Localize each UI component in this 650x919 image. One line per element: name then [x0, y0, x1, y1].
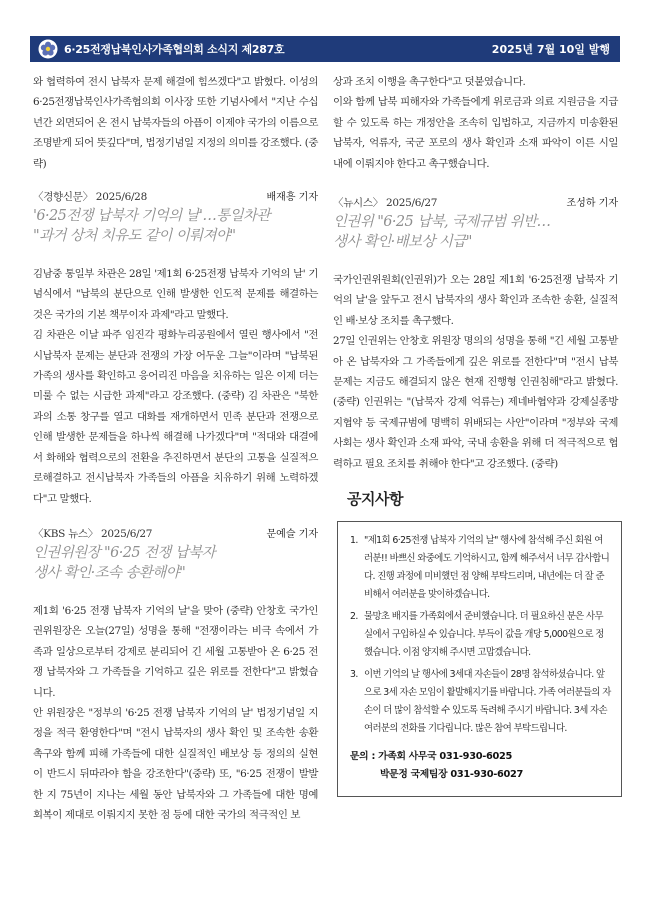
article-meta — [333, 194, 618, 210]
article-paragraph: 안 위원장은 "정부의 '6·25 전쟁 납북자 기억의 날' 법정기념일 지정을 적극 환영한다"며 "전시 납북자의 생사 확인 및 조속한 송환 촉구와 함께 피해 가족들에 대한 실질적인 배보상 등 정의의 실현이 반드시 뒤따라야 함을 강조한다"(중략) 또, "6·25 전쟁이 발발한 지 75년이 지나는 세월 동안 납북자와 그 가족들에 대한 명예 회복이 제대로 이뤄지지 못한 점 등에 대한 국가의 적극적인 보 — [33, 706, 318, 821]
continued-paragraph: 상과 조치 이행을 촉구한다"고 덧붙였습니다. — [333, 76, 526, 88]
newsletter-header — [30, 36, 620, 62]
contact-office: 문의 : 가족회 사무국 031-930-6025 — [350, 751, 513, 763]
article-source: 〈뉴시스〉 2025/6/27 — [333, 197, 438, 210]
article-headline: '6·25전쟁 납북자 기억의 날'…통일차관 "과거 상처 치유도 같이 이뤄져야" — [33, 208, 270, 245]
flower-emblem-icon — [38, 39, 58, 59]
notice-item: 3. 이번 기억의 날 행사에 3세대 자손들이 28명 참석하셨습니다. 앞으로 3세 자손 모임이 활발해지기를 바랍니다. 가족 여러분들의 자손이 더 많이 참석할 수 있도록 독려해 주시기 바랍니다. 3세 자손 여러분의 전화를 기다립니다. 많은 참여 부탁드립니다. — [350, 669, 611, 735]
contact-info — [350, 748, 611, 784]
article-reporter: 문예슬 기자 — [266, 528, 318, 540]
article-source: 〈경향신문〉 2025/6/28 — [33, 191, 147, 204]
notice-item: 1. "제1회 6·25전쟁 납북자 기억의 날" 행사에 참석해 주신 회원 여러분!! 바쁘신 와중에도 기억하시고, 함께 해주셔서 너무 감사합니다. 진행 과정에 미비했던 점 양해 부탁드리며, 내년에는 더 잘 준비해서 여러분을 맞이하겠습니다. — [350, 535, 610, 601]
right-column — [333, 72, 618, 797]
left-column — [33, 72, 318, 825]
continued-paragraph: 와 협력하여 전시 납북자 문제 해결에 힘쓰겠다"고 밝혔다. 이성의 6·25전쟁납북인사가족협의회 이사장 또한 기념사에서 "지난 수십 년간 외면되어 온 전시 납북자들의 아픔이 이제야 국가의 이름으로 조명받게 되어 뜻깊다"며, 법정기념일 지정의 의미를 강조했다. (중략) — [33, 76, 318, 170]
article-paragraph: 27일 인권위는 안창호 위원장 명의의 성명을 통해 "긴 세월 고통받아 온 납북자와 그 가족들에게 깊은 위로를 전한다"며 "전시 납북문제는 지금도 해결되지 않은 현재 진행형 인권침해"라고 밝혔다. (중략) 인권위는 "(납북자 강제 억류는) 제네바협약과 강제실종방지협약 등 국제규범에 명백히 위배되는 사안"이라며 "정부와 국제사회는 생사 확인과 소재 파악, 국내 송환을 위해 더 적극적으로 협력하고 필요 조치를 취해야 한다"고 강조했다. (중략) — [333, 335, 618, 470]
issue-date: 2025년 7월 10일 발행 — [491, 43, 610, 56]
article-paragraph: 김남중 통일부 차관은 28일 '제1회 6·25전쟁 납북자 기억의 날' 기념식에서 "납북의 분단으로 인해 발생한 인도적 문제를 해결하는 것은 국가의 기본 책무이자 과제"라고 말했다. — [33, 268, 318, 321]
article-reporter: 배재흥 기자 — [266, 192, 318, 204]
notice-title: 공지사항 — [347, 490, 403, 509]
notice-list — [350, 532, 611, 738]
contact-team-lead: 박문정 국제팀장 031-930-6027 — [380, 769, 524, 781]
notice-box — [337, 521, 622, 797]
article-headline: 인권위원장 "6·25 전쟁 납북자 생사 확인·조속 송환해야" — [33, 544, 216, 581]
notice-item: 2. 물망초 배지를 가족회에서 준비했습니다. 더 필요하신 분은 사무실에서 구입하실 수 있습니다. 부득이 값을 개당 5,000원으로 정했습니다. 이점 양지해 주시면 고맙겠습니다. — [350, 611, 604, 659]
article-paragraph: 국가인권위원회(인권위)가 오는 28일 제1회 '6·25전쟁 납북자 기억의 날'을 앞두고 전시 납북자의 생사 확인과 조속한 송환, 실질적인 배·보상 조치를 촉구했다. — [333, 274, 618, 327]
article-meta — [33, 188, 318, 204]
article-paragraph: 김 차관은 이날 파주 임진각 평화누리공원에서 열린 행사에서 "전시납북자 문제는 분단과 전쟁의 가장 어두운 그늘"이라며 "납북된 가족의 생사를 확인하고 응어리진 마음을 치유하는 일은 이제 더는 미룰 수 없는 시급한 과제"라고 강조했다. (중략) 김 차관은 "북한과의 소통 창구를 열고 대화를 재개하면서 민족 분단과 전쟁으로 인해 발생한 문제들을 하나씩 해결해 나가겠다"며 "적대와 대결에서 화해와 협력으로의 전환을 추진하면서 분단의 고통을 실질적으로해결하고 전시납북자 가족들의 아픔을 치유하기 위해 노력하겠다"고 말했다. — [33, 329, 318, 505]
article-paragraph: 제1회 '6·25 전쟁 납북자 기억의 날'을 맞아 (중략) 안창호 국가인권위원장은 오늘(27일) 성명을 통해 "전쟁이라는 비극 속에서 가족과 일상으로부터 강제로 분리되어 긴 세월 고통받아 온 6·25 전쟁 납북자와 그 가족들을 기억하고 깊은 위로를 전한다"고 밝혔습니다. — [33, 604, 318, 699]
article-source: 〈KBS 뉴스〉 2025/6/27 — [33, 527, 153, 540]
continued-paragraph: 이와 함께 납북 피해자와 가족들에게 위로금과 의료 지원금을 지급할 수 있도록 하는 개정안을 조속히 입법하고, 지금까지 미송환된 납북자, 억류자, 국군 포로의 생사 확인과 소재 파악이 이른 시일 내에 이뤄지야 한다고 촉구했습니다. — [333, 96, 618, 170]
article-reporter: 조성하 기자 — [566, 198, 618, 210]
article-meta — [33, 525, 318, 541]
article-headline: 인권위 "6·25 납북, 국제규범 위반… 생사 확인·배보상 시급" — [333, 214, 551, 251]
newsletter-title: 6·25전쟁납북인사가족협의회 소식지 제287호 — [64, 43, 285, 56]
